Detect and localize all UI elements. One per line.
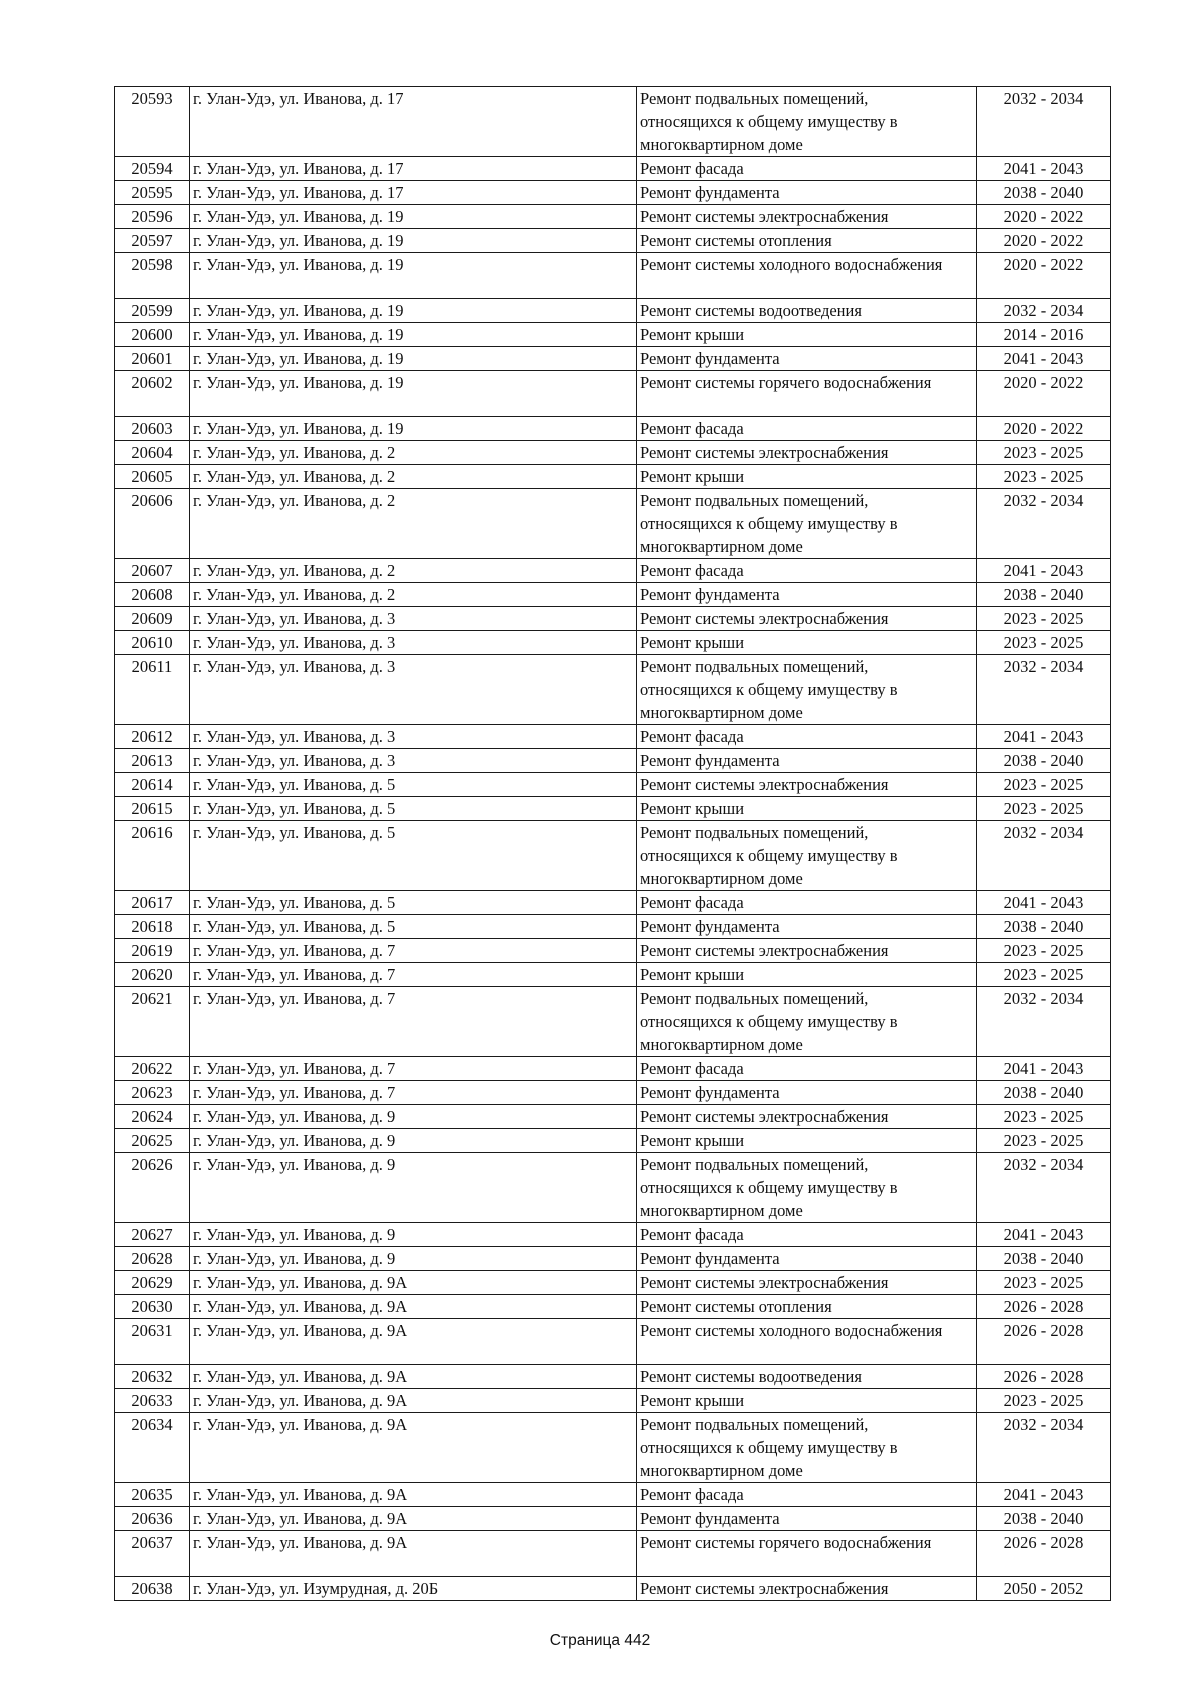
row-number-cell: 20632 [115,1365,190,1389]
row-number-cell: 20601 [115,347,190,371]
table-row [115,489,1111,559]
work-type-cell: Ремонт фасада [637,725,977,749]
row-number-cell: 20602 [115,371,190,417]
period-cell: 2026 - 2028 [977,1319,1111,1365]
table-row [115,1531,1111,1577]
work-type-cell: Ремонт фасада [637,417,977,441]
period-cell: 2038 - 2040 [977,1507,1111,1531]
address-cell: г. Улан-Удэ, ул. Иванова, д. 9 [190,1247,637,1271]
address-cell: г. Улан-Удэ, ул. Иванова, д. 19 [190,371,637,417]
period-cell: 2020 - 2022 [977,371,1111,417]
address-cell: г. Улан-Удэ, ул. Иванова, д. 19 [190,229,637,253]
address-cell: г. Улан-Удэ, ул. Изумрудная, д. 20Б [190,1577,637,1601]
period-cell: 2032 - 2034 [977,987,1111,1057]
page-number: Страница 442 [549,1632,651,1649]
period-cell: 2041 - 2043 [977,347,1111,371]
period-cell: 2023 - 2025 [977,773,1111,797]
address-cell: г. Улан-Удэ, ул. Иванова, д. 17 [190,157,637,181]
address-cell: г. Улан-Удэ, ул. Иванова, д. 19 [190,205,637,229]
row-number-cell: 20621 [115,987,190,1057]
address-cell: г. Улан-Удэ, ул. Иванова, д. 3 [190,749,637,773]
table-row [115,1057,1111,1081]
address-cell: г. Улан-Удэ, ул. Иванова, д. 3 [190,607,637,631]
period-cell: 2038 - 2040 [977,181,1111,205]
row-number-cell: 20593 [115,87,190,157]
row-number-cell: 20608 [115,583,190,607]
address-cell: г. Улан-Удэ, ул. Иванова, д. 9 [190,1129,637,1153]
address-cell: г. Улан-Удэ, ул. Иванова, д. 5 [190,821,637,891]
row-number-cell: 20629 [115,1271,190,1295]
work-type-cell: Ремонт крыши [637,323,977,347]
row-number-cell: 20630 [115,1295,190,1319]
row-number-cell: 20620 [115,963,190,987]
work-type-cell: Ремонт системы холодного водоснабжения [637,253,977,299]
work-type-cell: Ремонт системы отопления [637,1295,977,1319]
address-cell: г. Улан-Удэ, ул. Иванова, д. 9А [190,1365,637,1389]
row-number-cell: 20613 [115,749,190,773]
row-number-cell: 20600 [115,323,190,347]
table-row [115,1153,1111,1223]
work-type-cell: Ремонт фундамента [637,749,977,773]
work-type-cell: Ремонт подвальных помещений, относящихся к общему имуществу в многоквартирном доме [637,87,977,157]
work-type-cell: Ремонт системы электроснабжения [637,441,977,465]
address-cell: г. Улан-Удэ, ул. Иванова, д. 17 [190,87,637,157]
table-row [115,891,1111,915]
period-cell: 2020 - 2022 [977,229,1111,253]
work-type-cell: Ремонт крыши [637,631,977,655]
work-type-cell: Ремонт фундамента [637,1247,977,1271]
row-number-cell: 20604 [115,441,190,465]
work-type-cell: Ремонт подвальных помещений, относящихся к общему имуществу в многоквартирном доме [637,821,977,891]
period-cell: 2041 - 2043 [977,559,1111,583]
table-row [115,1365,1111,1389]
table-row [115,157,1111,181]
row-number-cell: 20618 [115,915,190,939]
period-cell: 2038 - 2040 [977,583,1111,607]
address-cell: г. Улан-Удэ, ул. Иванова, д. 19 [190,323,637,347]
address-cell: г. Улан-Удэ, ул. Иванова, д. 9 [190,1153,637,1223]
row-number-cell: 20595 [115,181,190,205]
period-cell: 2032 - 2034 [977,1153,1111,1223]
table-row [115,631,1111,655]
table-row [115,205,1111,229]
work-type-cell: Ремонт фасада [637,1057,977,1081]
row-number-cell: 20627 [115,1223,190,1247]
period-cell: 2014 - 2016 [977,323,1111,347]
table-row [115,583,1111,607]
table-row [115,253,1111,299]
work-type-cell: Ремонт системы электроснабжения [637,939,977,963]
table-row [115,559,1111,583]
work-type-cell: Ремонт системы электроснабжения [637,1577,977,1601]
work-type-cell: Ремонт крыши [637,1389,977,1413]
period-cell: 2041 - 2043 [977,1223,1111,1247]
row-number-cell: 20596 [115,205,190,229]
address-cell: г. Улан-Удэ, ул. Иванова, д. 7 [190,987,637,1057]
period-cell: 2023 - 2025 [977,939,1111,963]
work-type-cell: Ремонт крыши [637,797,977,821]
work-type-cell: Ремонт фундамента [637,181,977,205]
row-number-cell: 20625 [115,1129,190,1153]
period-cell: 2020 - 2022 [977,205,1111,229]
table-row [115,655,1111,725]
address-cell: г. Улан-Удэ, ул. Иванова, д. 9А [190,1319,637,1365]
period-cell: 2041 - 2043 [977,1057,1111,1081]
work-type-cell: Ремонт системы электроснабжения [637,1271,977,1295]
row-number-cell: 20622 [115,1057,190,1081]
row-number-cell: 20631 [115,1319,190,1365]
address-cell: г. Улан-Удэ, ул. Иванова, д. 7 [190,1057,637,1081]
period-cell: 2023 - 2025 [977,963,1111,987]
row-number-cell: 20594 [115,157,190,181]
work-type-cell: Ремонт подвальных помещений, относящихся к общему имуществу в многоквартирном доме [637,489,977,559]
address-cell: г. Улан-Удэ, ул. Иванова, д. 5 [190,773,637,797]
address-cell: г. Улан-Удэ, ул. Иванова, д. 9А [190,1271,637,1295]
table-row [115,299,1111,323]
table-row [115,607,1111,631]
address-cell: г. Улан-Удэ, ул. Иванова, д. 3 [190,655,637,725]
work-type-cell: Ремонт системы электроснабжения [637,773,977,797]
period-cell: 2041 - 2043 [977,157,1111,181]
work-type-cell: Ремонт системы отопления [637,229,977,253]
address-cell: г. Улан-Удэ, ул. Иванова, д. 2 [190,559,637,583]
table-row [115,773,1111,797]
period-cell: 2023 - 2025 [977,1129,1111,1153]
table-row [115,915,1111,939]
period-cell: 2023 - 2025 [977,631,1111,655]
table-row [115,1577,1111,1601]
table-row [115,1319,1111,1365]
work-type-cell: Ремонт крыши [637,465,977,489]
address-cell: г. Улан-Удэ, ул. Иванова, д. 5 [190,797,637,821]
row-number-cell: 20610 [115,631,190,655]
address-cell: г. Улан-Удэ, ул. Иванова, д. 7 [190,963,637,987]
period-cell: 2041 - 2043 [977,725,1111,749]
work-type-cell: Ремонт системы водоотведения [637,1365,977,1389]
address-cell: г. Улан-Удэ, ул. Иванова, д. 2 [190,465,637,489]
address-cell: г. Улан-Удэ, ул. Иванова, д. 19 [190,417,637,441]
work-type-cell: Ремонт фундамента [637,583,977,607]
table-row [115,987,1111,1057]
table-row [115,725,1111,749]
period-cell: 2032 - 2034 [977,821,1111,891]
work-type-cell: Ремонт фасада [637,1223,977,1247]
work-type-cell: Ремонт фундамента [637,915,977,939]
work-type-cell: Ремонт подвальных помещений, относящихся к общему имуществу в многоквартирном доме [637,655,977,725]
period-cell: 2023 - 2025 [977,607,1111,631]
row-number-cell: 20617 [115,891,190,915]
row-number-cell: 20612 [115,725,190,749]
table-row [115,181,1111,205]
work-type-cell: Ремонт фундамента [637,347,977,371]
row-number-cell: 20609 [115,607,190,631]
row-number-cell: 20638 [115,1577,190,1601]
address-cell: г. Улан-Удэ, ул. Иванова, д. 9А [190,1295,637,1319]
row-number-cell: 20607 [115,559,190,583]
work-type-cell: Ремонт фундамента [637,1507,977,1531]
address-cell: г. Улан-Удэ, ул. Иванова, д. 3 [190,725,637,749]
table-row [115,963,1111,987]
period-cell: 2023 - 2025 [977,797,1111,821]
address-cell: г. Улан-Удэ, ул. Иванова, д. 5 [190,915,637,939]
address-cell: г. Улан-Удэ, ул. Иванова, д. 9А [190,1531,637,1577]
table-row [115,441,1111,465]
table-row [115,749,1111,773]
period-cell: 2038 - 2040 [977,1247,1111,1271]
work-type-cell: Ремонт фасада [637,1483,977,1507]
period-cell: 2020 - 2022 [977,253,1111,299]
table-row [115,1295,1111,1319]
table-row [115,939,1111,963]
period-cell: 2026 - 2028 [977,1531,1111,1577]
period-cell: 2023 - 2025 [977,441,1111,465]
period-cell: 2023 - 2025 [977,1105,1111,1129]
table-row [115,1483,1111,1507]
row-number-cell: 20603 [115,417,190,441]
work-type-cell: Ремонт системы электроснабжения [637,1105,977,1129]
work-type-cell: Ремонт системы водоотведения [637,299,977,323]
row-number-cell: 20619 [115,939,190,963]
period-cell: 2032 - 2034 [977,1413,1111,1483]
row-number-cell: 20624 [115,1105,190,1129]
address-cell: г. Улан-Удэ, ул. Иванова, д. 9А [190,1507,637,1531]
address-cell: г. Улан-Удэ, ул. Иванова, д. 5 [190,891,637,915]
address-cell: г. Улан-Удэ, ул. Иванова, д. 19 [190,299,637,323]
address-cell: г. Улан-Удэ, ул. Иванова, д. 2 [190,489,637,559]
address-cell: г. Улан-Удэ, ул. Иванова, д. 9 [190,1105,637,1129]
table-row [115,1105,1111,1129]
work-type-cell: Ремонт фасада [637,891,977,915]
address-cell: г. Улан-Удэ, ул. Иванова, д. 19 [190,253,637,299]
work-type-cell: Ремонт подвальных помещений, относящихся к общему имуществу в многоквартирном доме [637,1153,977,1223]
table-row [115,1223,1111,1247]
period-cell: 2023 - 2025 [977,1389,1111,1413]
work-type-cell: Ремонт системы горячего водоснабжения [637,371,977,417]
row-number-cell: 20605 [115,465,190,489]
table-row [115,797,1111,821]
row-number-cell: 20606 [115,489,190,559]
address-cell: г. Улан-Удэ, ул. Иванова, д. 17 [190,181,637,205]
table-row [115,1389,1111,1413]
row-number-cell: 20635 [115,1483,190,1507]
work-type-cell: Ремонт фасада [637,157,977,181]
table-row [115,1507,1111,1531]
row-number-cell: 20637 [115,1531,190,1577]
row-number-cell: 20626 [115,1153,190,1223]
table-row [115,821,1111,891]
address-cell: г. Улан-Удэ, ул. Иванова, д. 3 [190,631,637,655]
repair-schedule-table [114,86,1111,1601]
address-cell: г. Улан-Удэ, ул. Иванова, д. 2 [190,441,637,465]
address-cell: г. Улан-Удэ, ул. Иванова, д. 9А [190,1483,637,1507]
table-row [115,1271,1111,1295]
table-row [115,1081,1111,1105]
row-number-cell: 20597 [115,229,190,253]
work-type-cell: Ремонт системы холодного водоснабжения [637,1319,977,1365]
table-row [115,465,1111,489]
work-type-cell: Ремонт подвальных помещений, относящихся к общему имуществу в многоквартирном доме [637,1413,977,1483]
repair-schedule-body [115,87,1111,1601]
table-row [115,371,1111,417]
period-cell: 2026 - 2028 [977,1365,1111,1389]
period-cell: 2023 - 2025 [977,465,1111,489]
work-type-cell: Ремонт фасада [637,559,977,583]
period-cell: 2032 - 2034 [977,489,1111,559]
work-type-cell: Ремонт подвальных помещений, относящихся к общему имуществу в многоквартирном доме [637,987,977,1057]
period-cell: 2026 - 2028 [977,1295,1111,1319]
period-cell: 2041 - 2043 [977,1483,1111,1507]
table-row [115,1413,1111,1483]
period-cell: 2050 - 2052 [977,1577,1111,1601]
row-number-cell: 20598 [115,253,190,299]
row-number-cell: 20614 [115,773,190,797]
row-number-cell: 20628 [115,1247,190,1271]
address-cell: г. Улан-Удэ, ул. Иванова, д. 7 [190,1081,637,1105]
table-row [115,1129,1111,1153]
table-row [115,1247,1111,1271]
address-cell: г. Улан-Удэ, ул. Иванова, д. 9А [190,1413,637,1483]
table-row [115,347,1111,371]
address-cell: г. Улан-Удэ, ул. Иванова, д. 2 [190,583,637,607]
row-number-cell: 20615 [115,797,190,821]
period-cell: 2020 - 2022 [977,417,1111,441]
period-cell: 2032 - 2034 [977,299,1111,323]
row-number-cell: 20611 [115,655,190,725]
address-cell: г. Улан-Удэ, ул. Иванова, д. 9 [190,1223,637,1247]
address-cell: г. Улан-Удэ, ул. Иванова, д. 7 [190,939,637,963]
row-number-cell: 20599 [115,299,190,323]
period-cell: 2038 - 2040 [977,749,1111,773]
work-type-cell: Ремонт системы электроснабжения [637,607,977,631]
work-type-cell: Ремонт фундамента [637,1081,977,1105]
period-cell: 2023 - 2025 [977,1271,1111,1295]
table-row [115,417,1111,441]
row-number-cell: 20623 [115,1081,190,1105]
row-number-cell: 20634 [115,1413,190,1483]
row-number-cell: 20616 [115,821,190,891]
address-cell: г. Улан-Удэ, ул. Иванова, д. 9А [190,1389,637,1413]
address-cell: г. Улан-Удэ, ул. Иванова, д. 19 [190,347,637,371]
table-row [115,87,1111,157]
table-row [115,323,1111,347]
period-cell: 2038 - 2040 [977,915,1111,939]
table-row [115,229,1111,253]
period-cell: 2038 - 2040 [977,1081,1111,1105]
period-cell: 2032 - 2034 [977,655,1111,725]
work-type-cell: Ремонт системы горячего водоснабжения [637,1531,977,1577]
row-number-cell: 20633 [115,1389,190,1413]
period-cell: 2032 - 2034 [977,87,1111,157]
row-number-cell: 20636 [115,1507,190,1531]
work-type-cell: Ремонт крыши [637,963,977,987]
work-type-cell: Ремонт крыши [637,1129,977,1153]
period-cell: 2041 - 2043 [977,891,1111,915]
work-type-cell: Ремонт системы электроснабжения [637,205,977,229]
